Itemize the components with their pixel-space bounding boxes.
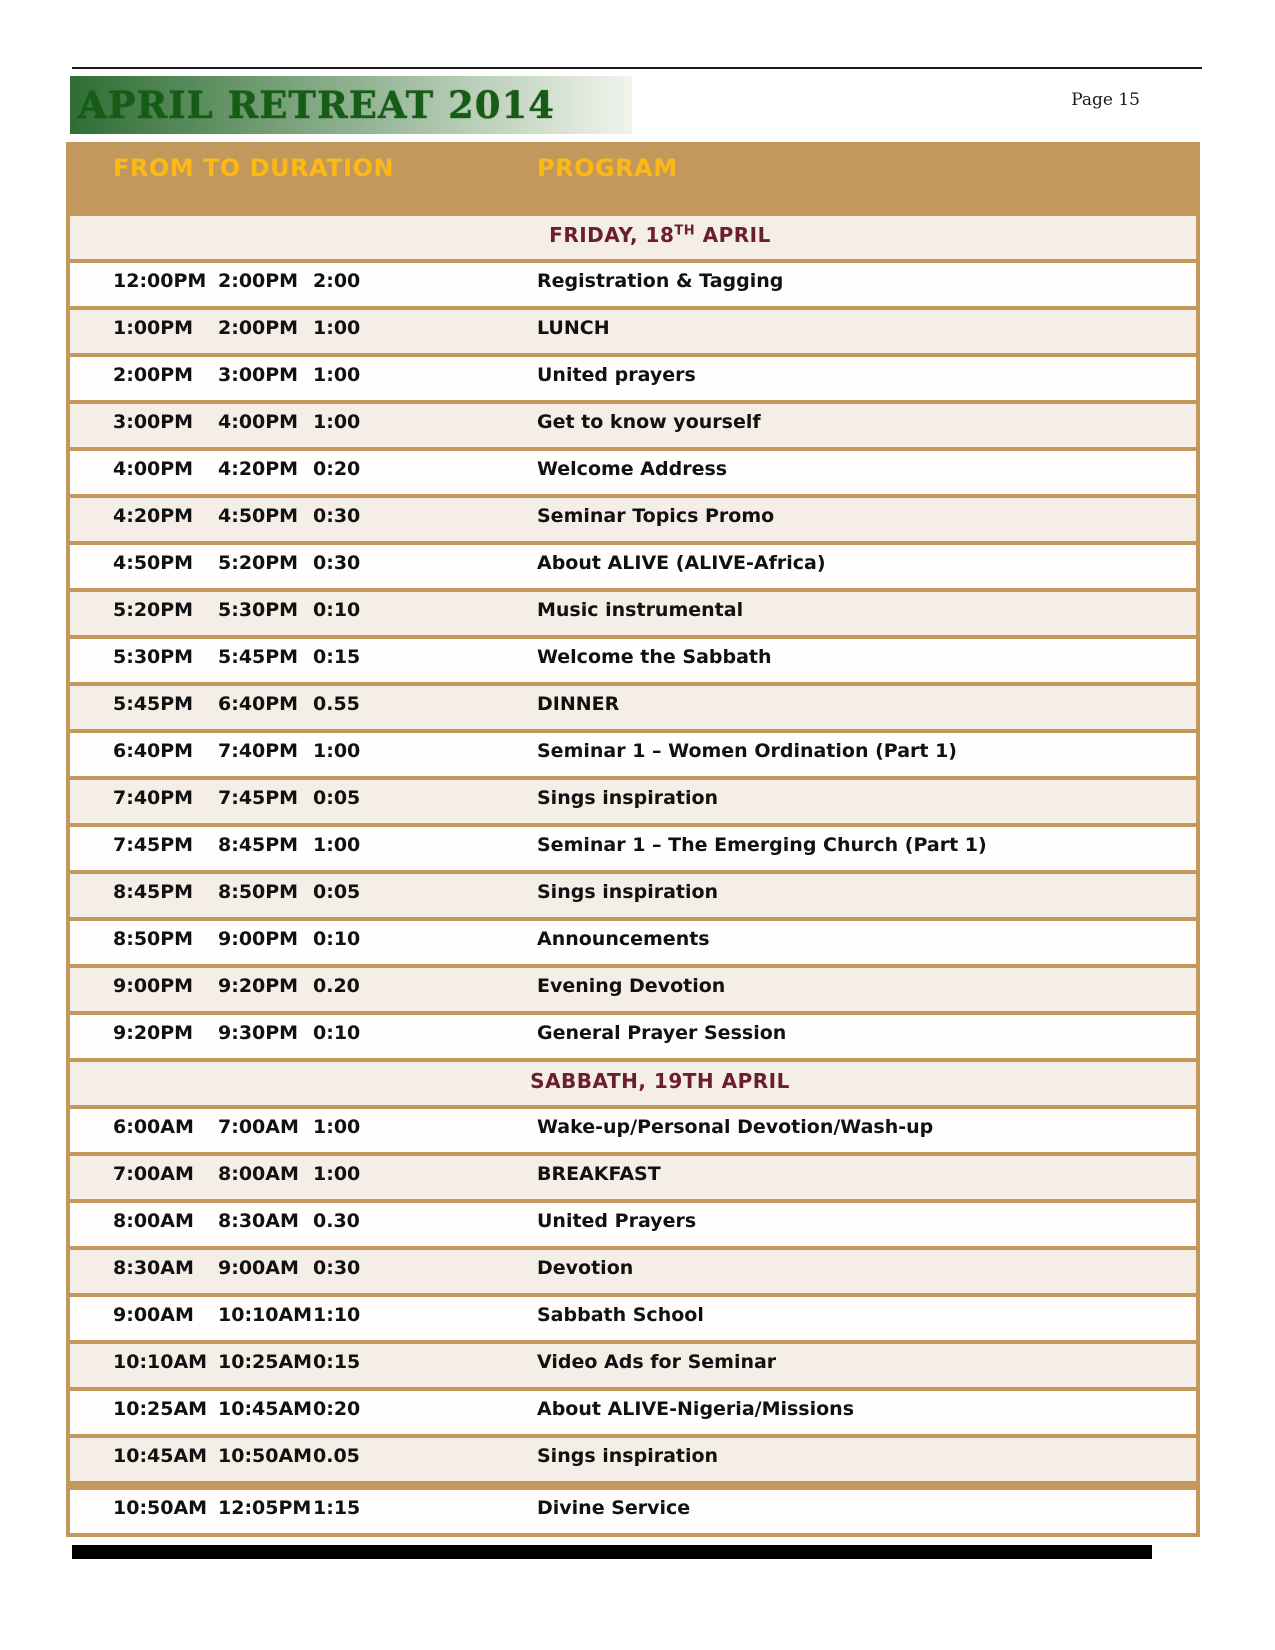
schedule-row xyxy=(70,447,1196,494)
footer-bar xyxy=(72,1545,1152,1559)
from-time: 6:40PM xyxy=(113,740,194,762)
to-time: 7:00AM xyxy=(218,1116,299,1138)
to-time: 8:50PM xyxy=(218,881,299,903)
page-number: Page 15 xyxy=(1071,90,1140,110)
program-name: Seminar 1 – The Emerging Church (Part 1) xyxy=(537,834,987,856)
duration-value: 0:30 xyxy=(313,505,361,527)
program-name: Welcome Address xyxy=(537,458,728,480)
schedule-row xyxy=(70,1340,1196,1387)
duration-value: 1:00 xyxy=(313,317,361,339)
to-time: 8:30AM xyxy=(218,1210,299,1232)
to-time: 5:45PM xyxy=(218,646,299,668)
to-time: 9:00PM xyxy=(218,928,299,950)
to-time: 9:00AM xyxy=(218,1257,299,1279)
schedule-row xyxy=(70,1434,1196,1481)
from-time: 5:20PM xyxy=(113,599,194,621)
schedule-row xyxy=(70,306,1196,353)
duration-value: 1:00 xyxy=(313,834,361,856)
from-time: 8:45PM xyxy=(113,881,194,903)
to-time: 10:50AM xyxy=(218,1445,313,1467)
program-name: Seminar 1 – Women Ordination (Part 1) xyxy=(537,740,957,762)
program-name: Sings inspiration xyxy=(537,1445,719,1467)
schedule-row xyxy=(70,682,1196,729)
to-time: 5:30PM xyxy=(218,599,299,621)
from-time: 8:00AM xyxy=(113,1210,194,1232)
from-time: 9:00PM xyxy=(113,975,194,997)
program-name: BREAKFAST xyxy=(537,1163,661,1185)
schedule-row xyxy=(70,1246,1196,1293)
from-time: 2:00PM xyxy=(113,364,194,386)
schedule-row xyxy=(70,400,1196,447)
table-body xyxy=(70,212,1196,1533)
schedule-table xyxy=(66,142,1200,1537)
duration-value: 0:30 xyxy=(313,1257,361,1279)
from-time: 4:20PM xyxy=(113,505,194,527)
duration-value: 1:15 xyxy=(313,1497,361,1519)
day-label: SABBATH, 19TH APRIL xyxy=(530,1069,790,1093)
schedule-row xyxy=(70,776,1196,823)
program-name: Evening Devotion xyxy=(537,975,726,997)
column-header-program: PROGRAM xyxy=(537,154,678,182)
to-time: 10:45AM xyxy=(218,1398,313,1420)
from-time: 5:30PM xyxy=(113,646,194,668)
from-time: 5:45PM xyxy=(113,693,194,715)
schedule-row xyxy=(70,259,1196,306)
schedule-row xyxy=(70,1293,1196,1340)
duration-value: 0.05 xyxy=(313,1445,360,1467)
program-name: About ALIVE (ALIVE-Africa) xyxy=(537,552,826,574)
to-time: 9:30PM xyxy=(218,1022,299,1044)
duration-value: 0:20 xyxy=(313,1398,361,1420)
from-time: 12:00PM xyxy=(113,270,207,292)
to-time: 3:00PM xyxy=(218,364,299,386)
duration-value: 2:00 xyxy=(313,270,361,292)
duration-value: 0:10 xyxy=(313,928,361,950)
from-time: 4:50PM xyxy=(113,552,194,574)
duration-value: 0.55 xyxy=(313,693,360,715)
schedule-row xyxy=(70,1011,1196,1058)
schedule-row xyxy=(70,1387,1196,1434)
header-rule xyxy=(72,67,1202,69)
program-name: DINNER xyxy=(537,693,620,715)
from-time: 6:00AM xyxy=(113,1116,194,1138)
to-time: 4:00PM xyxy=(218,411,299,433)
duration-value: 0:10 xyxy=(313,599,361,621)
program-name: United prayers xyxy=(537,364,696,386)
schedule-row xyxy=(70,494,1196,541)
duration-value: 0:05 xyxy=(313,881,361,903)
to-time: 10:25AM xyxy=(218,1351,313,1373)
to-time: 10:10AM xyxy=(218,1304,313,1326)
program-name: About ALIVE-Nigeria/Missions xyxy=(537,1398,855,1420)
from-time: 3:00PM xyxy=(113,411,194,433)
program-name: Sings inspiration xyxy=(537,881,719,903)
title-banner xyxy=(70,76,632,134)
schedule-row xyxy=(70,353,1196,400)
from-time: 8:30AM xyxy=(113,1257,194,1279)
duration-value: 1:00 xyxy=(313,364,361,386)
from-time: 7:40PM xyxy=(113,787,194,809)
program-name: General Prayer Session xyxy=(537,1022,787,1044)
program-name: LUNCH xyxy=(537,317,610,339)
duration-value: 0:10 xyxy=(313,1022,361,1044)
duration-value: 1:10 xyxy=(313,1304,361,1326)
from-time: 10:45AM xyxy=(113,1445,208,1467)
from-time: 10:10AM xyxy=(113,1351,208,1373)
duration-value: 1:00 xyxy=(313,411,361,433)
from-time: 9:20PM xyxy=(113,1022,194,1044)
from-time: 9:00AM xyxy=(113,1304,194,1326)
duration-value: 0.30 xyxy=(313,1210,360,1232)
to-time: 7:40PM xyxy=(218,740,299,762)
from-time: 1:00PM xyxy=(113,317,194,339)
from-time: 10:25AM xyxy=(113,1398,208,1420)
duration-value: 0:05 xyxy=(313,787,361,809)
duration-value: 1:00 xyxy=(313,740,361,762)
schedule-row xyxy=(70,729,1196,776)
program-name: Seminar Topics Promo xyxy=(537,505,775,527)
table-header-row xyxy=(70,142,1196,212)
schedule-row xyxy=(70,1481,1196,1533)
program-name: Sabbath School xyxy=(537,1304,704,1326)
schedule-row xyxy=(70,1199,1196,1246)
duration-value: 0:30 xyxy=(313,552,361,574)
duration-value: 0:15 xyxy=(313,1351,361,1373)
to-time: 2:00PM xyxy=(218,270,299,292)
schedule-row xyxy=(70,588,1196,635)
program-name: United Prayers xyxy=(537,1210,697,1232)
program-name: Devotion xyxy=(537,1257,634,1279)
program-name: Welcome the Sabbath xyxy=(537,646,772,668)
to-time: 2:00PM xyxy=(218,317,299,339)
program-name: Get to know yourself xyxy=(537,411,761,433)
duration-value: 1:00 xyxy=(313,1116,361,1138)
program-name: Sings inspiration xyxy=(537,787,719,809)
to-time: 5:20PM xyxy=(218,552,299,574)
from-time: 8:50PM xyxy=(113,928,194,950)
to-time: 4:20PM xyxy=(218,458,299,480)
from-time: 10:50AM xyxy=(113,1497,208,1519)
day-header-row xyxy=(70,1058,1196,1105)
program-name: Registration & Tagging xyxy=(537,270,784,292)
schedule-row xyxy=(70,541,1196,588)
to-time: 8:00AM xyxy=(218,1163,299,1185)
page-title: APRIL RETREAT 2014 xyxy=(78,83,555,127)
schedule-row xyxy=(70,917,1196,964)
program-name: Announcements xyxy=(537,928,710,950)
from-time: 4:00PM xyxy=(113,458,194,480)
to-time: 6:40PM xyxy=(218,693,299,715)
program-name: Video Ads for Seminar xyxy=(537,1351,777,1373)
schedule-row xyxy=(70,823,1196,870)
from-time: 7:00AM xyxy=(113,1163,194,1185)
to-time: 7:45PM xyxy=(218,787,299,809)
schedule-row xyxy=(70,964,1196,1011)
duration-value: 0:20 xyxy=(313,458,361,480)
to-time: 8:45PM xyxy=(218,834,299,856)
day-label: FRIDAY, 18TH APRIL xyxy=(549,223,771,247)
to-time: 12:05PM xyxy=(218,1497,312,1519)
schedule-row xyxy=(70,870,1196,917)
to-time: 9:20PM xyxy=(218,975,299,997)
column-header-from-to-duration: FROM TO DURATION xyxy=(113,154,395,182)
to-time: 4:50PM xyxy=(218,505,299,527)
program-name: Wake-up/Personal Devotion/Wash-up xyxy=(537,1116,934,1138)
schedule-row xyxy=(70,1105,1196,1152)
duration-value: 0.20 xyxy=(313,975,360,997)
day-header-row xyxy=(70,212,1196,259)
duration-value: 0:15 xyxy=(313,646,361,668)
schedule-row xyxy=(70,1152,1196,1199)
program-name: Music instrumental xyxy=(537,599,744,621)
duration-value: 1:00 xyxy=(313,1163,361,1185)
schedule-row xyxy=(70,635,1196,682)
program-name: Divine Service xyxy=(537,1497,691,1519)
from-time: 7:45PM xyxy=(113,834,194,856)
